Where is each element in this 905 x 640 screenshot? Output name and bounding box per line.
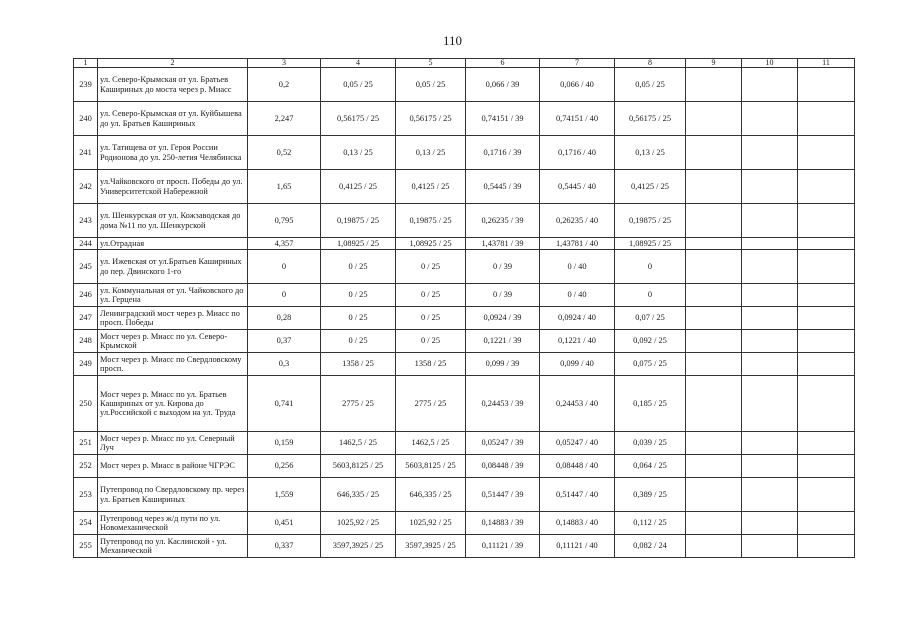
cell-col6: 0,05247 / 39 <box>466 432 540 455</box>
cell-col5: 1025,92 / 25 <box>396 512 466 535</box>
cell-col6: 0,14883 / 39 <box>466 512 540 535</box>
cell-col9 <box>686 250 742 284</box>
cell-col8: 0,4125 / 25 <box>615 170 686 204</box>
row-number: 247 <box>74 307 98 330</box>
cell-col8: 0,064 / 25 <box>615 455 686 478</box>
object-name: Путепровод по Свердловскому пр. через ул. Братьев Кашириных <box>98 478 248 512</box>
row-number: 246 <box>74 284 98 307</box>
row-number: 244 <box>74 238 98 250</box>
cell-col11 <box>798 376 855 432</box>
cell-col9 <box>686 512 742 535</box>
cell-col9 <box>686 238 742 250</box>
cell-col7: 0 / 40 <box>540 284 615 307</box>
cell-col7: 0 / 40 <box>540 250 615 284</box>
data-table <box>73 58 855 558</box>
column-header: 11 <box>798 59 855 68</box>
cell-col10 <box>742 330 798 353</box>
row-number: 245 <box>74 250 98 284</box>
table-row <box>74 535 855 558</box>
table-row <box>74 376 855 432</box>
cell-col5: 0,05 / 25 <box>396 68 466 102</box>
cell-col4: 0 / 25 <box>321 284 396 307</box>
table-row <box>74 455 855 478</box>
cell-col11 <box>798 535 855 558</box>
cell-col9 <box>686 535 742 558</box>
cell-col3: 0,741 <box>248 376 321 432</box>
cell-col5: 3597,3925 / 25 <box>396 535 466 558</box>
cell-col10 <box>742 250 798 284</box>
cell-col6: 0,066 / 39 <box>466 68 540 102</box>
cell-col3: 1,559 <box>248 478 321 512</box>
cell-col9 <box>686 478 742 512</box>
table-row <box>74 170 855 204</box>
table-row <box>74 102 855 136</box>
cell-col3: 4,357 <box>248 238 321 250</box>
object-name: Мост через р. Миасс по ул. Северный Луч <box>98 432 248 455</box>
cell-col5: 1462,5 / 25 <box>396 432 466 455</box>
cell-col8: 0,185 / 25 <box>615 376 686 432</box>
cell-col7: 0,26235 / 40 <box>540 204 615 238</box>
cell-col10 <box>742 68 798 102</box>
cell-col4: 2775 / 25 <box>321 376 396 432</box>
cell-col7: 0,0924 / 40 <box>540 307 615 330</box>
cell-col4: 0 / 25 <box>321 307 396 330</box>
cell-col9 <box>686 170 742 204</box>
cell-col10 <box>742 284 798 307</box>
cell-col3: 0,159 <box>248 432 321 455</box>
cell-col3: 0,2 <box>248 68 321 102</box>
row-number: 248 <box>74 330 98 353</box>
table-row <box>74 250 855 284</box>
cell-col6: 0,1221 / 39 <box>466 330 540 353</box>
cell-col6: 0,0924 / 39 <box>466 307 540 330</box>
cell-col4: 0,19875 / 25 <box>321 204 396 238</box>
cell-col4: 646,335 / 25 <box>321 478 396 512</box>
cell-col5: 1358 / 25 <box>396 353 466 376</box>
table-row <box>74 284 855 307</box>
table-row <box>74 307 855 330</box>
object-name: ул.Чайковского от просп. Победы до ул. Университетской Набережной <box>98 170 248 204</box>
row-number: 241 <box>74 136 98 170</box>
cell-col11 <box>798 330 855 353</box>
cell-col10 <box>742 204 798 238</box>
cell-col9 <box>686 330 742 353</box>
cell-col5: 1,08925 / 25 <box>396 238 466 250</box>
row-number: 239 <box>74 68 98 102</box>
cell-col9 <box>686 102 742 136</box>
cell-col4: 1358 / 25 <box>321 353 396 376</box>
cell-col11 <box>798 136 855 170</box>
cell-col5: 0 / 25 <box>396 284 466 307</box>
cell-col4: 1,08925 / 25 <box>321 238 396 250</box>
table-row <box>74 353 855 376</box>
cell-col6: 0,24453 / 39 <box>466 376 540 432</box>
cell-col11 <box>798 284 855 307</box>
cell-col5: 0 / 25 <box>396 250 466 284</box>
cell-col7: 0,5445 / 40 <box>540 170 615 204</box>
column-header: 3 <box>248 59 321 68</box>
cell-col4: 3597,3925 / 25 <box>321 535 396 558</box>
cell-col3: 0,3 <box>248 353 321 376</box>
column-header: 10 <box>742 59 798 68</box>
cell-col9 <box>686 455 742 478</box>
cell-col8: 0,07 / 25 <box>615 307 686 330</box>
object-name: ул. Коммунальная от ул. Чайковского до ул. Герцена <box>98 284 248 307</box>
cell-col8: 0,039 / 25 <box>615 432 686 455</box>
column-header: 9 <box>686 59 742 68</box>
column-header: 6 <box>466 59 540 68</box>
cell-col10 <box>742 353 798 376</box>
cell-col7: 0,24453 / 40 <box>540 376 615 432</box>
row-number: 255 <box>74 535 98 558</box>
cell-col11 <box>798 455 855 478</box>
cell-col5: 0,56175 / 25 <box>396 102 466 136</box>
object-name: ул. Шенкурская от ул. Кожзаводская до дома №11 по ул. Шенкурской <box>98 204 248 238</box>
cell-col8: 0,082 / 24 <box>615 535 686 558</box>
cell-col6: 0,08448 / 39 <box>466 455 540 478</box>
object-name: Мост через р. Миасс в районе ЧГРЭС <box>98 455 248 478</box>
cell-col9 <box>686 432 742 455</box>
object-name: ул. Татищева от ул. Героя России Родионова до ул. 250-летия Челябинска <box>98 136 248 170</box>
row-number: 240 <box>74 102 98 136</box>
table-row <box>74 204 855 238</box>
cell-col11 <box>798 204 855 238</box>
cell-col5: 646,335 / 25 <box>396 478 466 512</box>
row-number: 250 <box>74 376 98 432</box>
table-row <box>74 478 855 512</box>
cell-col7: 0,11121 / 40 <box>540 535 615 558</box>
cell-col11 <box>798 170 855 204</box>
page-number: 110 <box>442 33 463 48</box>
cell-col6: 0,1716 / 39 <box>466 136 540 170</box>
cell-col10 <box>742 307 798 330</box>
cell-col7: 1,43781 / 40 <box>540 238 615 250</box>
cell-col8: 0,092 / 25 <box>615 330 686 353</box>
cell-col3: 0 <box>248 284 321 307</box>
cell-col4: 0,13 / 25 <box>321 136 396 170</box>
object-name: Мост через р. Миасс по Свердловскому просп. <box>98 353 248 376</box>
cell-col4: 5603,8125 / 25 <box>321 455 396 478</box>
table-row <box>74 512 855 535</box>
cell-col3: 0 <box>248 250 321 284</box>
object-name: Ленинградский мост через р. Миасс по просп. Победы <box>98 307 248 330</box>
cell-col6: 0,5445 / 39 <box>466 170 540 204</box>
object-name: ул. Северо-Крымская от ул. Куйбышева до ул. Братьев Кашириных <box>98 102 248 136</box>
cell-col11 <box>798 353 855 376</box>
cell-col4: 1025,92 / 25 <box>321 512 396 535</box>
cell-col9 <box>686 68 742 102</box>
row-number: 242 <box>74 170 98 204</box>
cell-col7: 0,74151 / 40 <box>540 102 615 136</box>
cell-col9 <box>686 284 742 307</box>
cell-col8: 0,19875 / 25 <box>615 204 686 238</box>
cell-col8: 0,13 / 25 <box>615 136 686 170</box>
table-row <box>74 432 855 455</box>
cell-col8: 0,075 / 25 <box>615 353 686 376</box>
cell-col6: 0,11121 / 39 <box>466 535 540 558</box>
cell-col11 <box>798 102 855 136</box>
cell-col6: 0 / 39 <box>466 250 540 284</box>
row-number: 251 <box>74 432 98 455</box>
cell-col4: 0,05 / 25 <box>321 68 396 102</box>
object-name: Путепровод по ул. Каслинской - ул. Механической <box>98 535 248 558</box>
table-row <box>74 330 855 353</box>
cell-col3: 2,247 <box>248 102 321 136</box>
table-row <box>74 68 855 102</box>
cell-col3: 0,52 <box>248 136 321 170</box>
cell-col5: 0,19875 / 25 <box>396 204 466 238</box>
object-name: Путепровод через ж/д пути по ул. Новомеханической <box>98 512 248 535</box>
cell-col11 <box>798 307 855 330</box>
cell-col6: 0,099 / 39 <box>466 353 540 376</box>
cell-col8: 0 <box>615 250 686 284</box>
column-header: 1 <box>74 59 98 68</box>
cell-col5: 5603,8125 / 25 <box>396 455 466 478</box>
cell-col8: 1,08925 / 25 <box>615 238 686 250</box>
cell-col11 <box>798 250 855 284</box>
cell-col6: 0,74151 / 39 <box>466 102 540 136</box>
cell-col10 <box>742 455 798 478</box>
cell-col7: 0,1221 / 40 <box>540 330 615 353</box>
cell-col9 <box>686 307 742 330</box>
cell-col10 <box>742 478 798 512</box>
cell-col4: 0 / 25 <box>321 250 396 284</box>
cell-col5: 0 / 25 <box>396 330 466 353</box>
cell-col7: 0,14883 / 40 <box>540 512 615 535</box>
cell-col10 <box>742 102 798 136</box>
cell-col3: 0,37 <box>248 330 321 353</box>
cell-col5: 2775 / 25 <box>396 376 466 432</box>
cell-col9 <box>686 204 742 238</box>
cell-col6: 0 / 39 <box>466 284 540 307</box>
cell-col9 <box>686 136 742 170</box>
cell-col7: 0,08448 / 40 <box>540 455 615 478</box>
cell-col8: 0 <box>615 284 686 307</box>
column-header: 4 <box>321 59 396 68</box>
cell-col6: 0,51447 / 39 <box>466 478 540 512</box>
cell-col11 <box>798 238 855 250</box>
cell-col9 <box>686 376 742 432</box>
cell-col7: 0,1716 / 40 <box>540 136 615 170</box>
cell-col8: 0,389 / 25 <box>615 478 686 512</box>
column-header: 7 <box>540 59 615 68</box>
column-header: 8 <box>615 59 686 68</box>
table-row <box>74 238 855 250</box>
cell-col7: 0,05247 / 40 <box>540 432 615 455</box>
cell-col4: 0 / 25 <box>321 330 396 353</box>
cell-col11 <box>798 432 855 455</box>
object-name: ул.Отрадная <box>98 238 248 250</box>
cell-col4: 1462,5 / 25 <box>321 432 396 455</box>
table-row <box>74 136 855 170</box>
cell-col10 <box>742 136 798 170</box>
cell-col10 <box>742 376 798 432</box>
cell-col10 <box>742 432 798 455</box>
cell-col9 <box>686 353 742 376</box>
cell-col3: 0,28 <box>248 307 321 330</box>
cell-col3: 0,256 <box>248 455 321 478</box>
cell-col5: 0 / 25 <box>396 307 466 330</box>
column-header: 5 <box>396 59 466 68</box>
object-name: ул. Ижевская от ул.Братьев Кашириных до пер. Двинского 1-го <box>98 250 248 284</box>
cell-col8: 0,05 / 25 <box>615 68 686 102</box>
cell-col8: 0,112 / 25 <box>615 512 686 535</box>
cell-col11 <box>798 478 855 512</box>
row-number: 252 <box>74 455 98 478</box>
row-number: 254 <box>74 512 98 535</box>
row-number: 253 <box>74 478 98 512</box>
cell-col7: 0,066 / 40 <box>540 68 615 102</box>
column-header: 2 <box>98 59 248 68</box>
cell-col11 <box>798 68 855 102</box>
cell-col10 <box>742 170 798 204</box>
cell-col10 <box>742 238 798 250</box>
cell-col6: 1,43781 / 39 <box>466 238 540 250</box>
object-name: Мост через р. Миасс по ул. Братьев Кашириных от ул. Кирова до ул.Российской с выходом на ул. Труда <box>98 376 248 432</box>
cell-col5: 0,4125 / 25 <box>396 170 466 204</box>
object-name: ул. Северо-Крымская от ул. Братьев Кашириных до моста через р. Миасс <box>98 68 248 102</box>
cell-col7: 0,099 / 40 <box>540 353 615 376</box>
cell-col5: 0,13 / 25 <box>396 136 466 170</box>
object-name: Мост через р. Миасс по ул. Северо-Крымской <box>98 330 248 353</box>
cell-col3: 0,795 <box>248 204 321 238</box>
cell-col7: 0,51447 / 40 <box>540 478 615 512</box>
header-row <box>74 59 855 68</box>
cell-col8: 0,56175 / 25 <box>615 102 686 136</box>
cell-col6: 0,26235 / 39 <box>466 204 540 238</box>
cell-col4: 0,4125 / 25 <box>321 170 396 204</box>
cell-col10 <box>742 512 798 535</box>
cell-col4: 0,56175 / 25 <box>321 102 396 136</box>
row-number: 249 <box>74 353 98 376</box>
cell-col3: 1,65 <box>248 170 321 204</box>
cell-col3: 0,337 <box>248 535 321 558</box>
cell-col3: 0,451 <box>248 512 321 535</box>
cell-col10 <box>742 535 798 558</box>
cell-col11 <box>798 512 855 535</box>
row-number: 243 <box>74 204 98 238</box>
